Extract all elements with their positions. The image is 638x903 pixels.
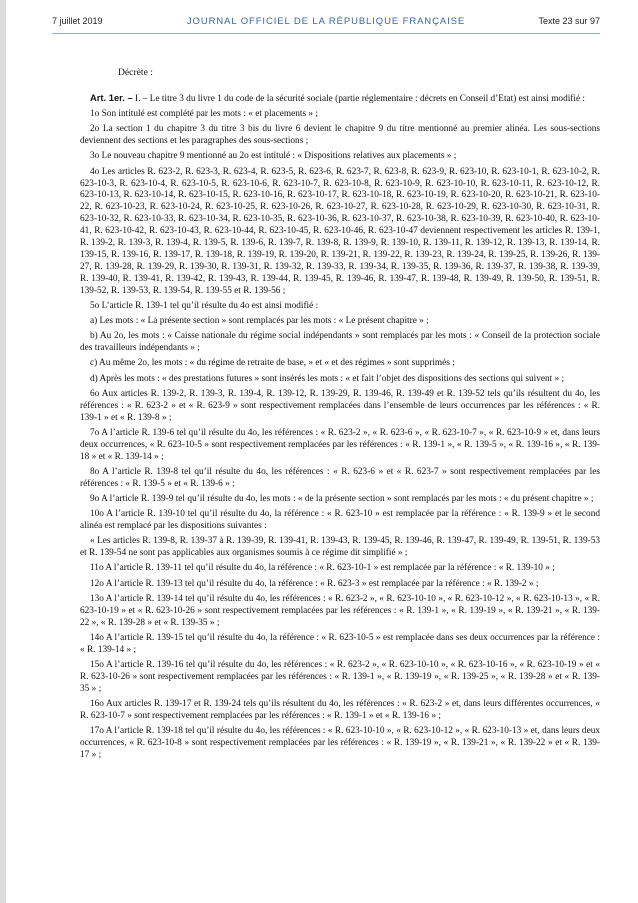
paragraph-11: 11o A l’article R. 139-11 tel qu’il résulte du 4o, la référence : « R. 623-10-1 » est remplacée par la référence : « R. 139-10 » ; bbox=[90, 563, 555, 574]
paragraph-8: 8o A l’article R. 139-8 tel qu’il résulte du 4o, les références : « R. 623-6 » et « R. 623-7 » sont respectivement remplacées par les références : « R. 139-5 » et « R. 139-6 » ; bbox=[80, 466, 600, 489]
article-intro-text: I. – Le titre 3 du livre 1 du code de la sécurité sociale (partie réglementaire : décrets en Conseil d’Etat) est ainsi modifié : bbox=[132, 93, 586, 104]
article-intro bbox=[80, 92, 600, 106]
paragraph-13: 13o A l’article R. 139-14 tel qu’il résulte du 4o, les références : « R. 623-2 », « R. 623-10-10 », « R. 623-10-12 », « R. 623-10-13 », « R. 623-10-19 » et « R. 623-10-26 » sont respectivement remplacées par les références : « R. 139-1 », « R. 139-19 », « R. 139-21 », « R. 139-22 », « R. 139-28 » et « R. 139-35 » ; bbox=[80, 593, 600, 628]
decrete-line: Décrète : bbox=[118, 67, 153, 78]
paragraph-9: 9o A l’article R. 139-9 tel qu’il résulte du 4o, les mots : « de la présente section » sont remplacés par les mots : « du présent chapitre » ; bbox=[90, 493, 594, 504]
paragraph-7: 7o A l’article R. 139-6 tel qu’il résulte du 4o, les références : « R. 623-2 », « R. 623-6 », « R. 623-10-7 », « R. 623-10-9 » et, dans leurs deux occurrences, « R. 623-10-5 » sont respectivement remplacées par les références : « R. 139-1 », « R. 139-5 », « R. 139-16 », « R. 139-18 » et « R. 139-14 » ; bbox=[80, 427, 600, 462]
paragraph-3: 3o Le nouveau chapitre 9 mentionné au 2o est intitulé : « Dispositions relatives aux placements » ; bbox=[90, 151, 457, 162]
header-date: 7 juillet 2019 bbox=[52, 16, 103, 26]
paragraph-5a: a) Les mots : « La présente section » sont remplacés par les mots : « Le présent chapitre » ; bbox=[90, 316, 429, 327]
paragraph-15: 15o A l’article R. 139-16 tel qu’il résulte du 4o, les références : « R. 623-2 », « R. 623-10-10 », « R. 623-10-16 », « R. 623-10-19 » et « R. 623-10-26 » sont respectivement remplacées par les références : « R. 139-1 », « R. 139-19 », « R. 139-25 », « R. 139-28 » et « R. 139-35 » ; bbox=[80, 659, 600, 694]
journal-title: JOURNAL OFFICIEL DE LA RÉPUBLIQUE FRANÇAISE bbox=[186, 16, 466, 27]
paragraph-6: 6o Aux articles R. 139-2, R. 139-3, R. 139-4, R. 139-12, R. 139-29, R. 139-46, R. 139-49 et R. 139-52 tels qu’ils résultent du 4o, les références : « R. 623-2 » et « R. 623-9 » sont respectivement remplacées dans l’ensemble de leurs occurrences par les références : « R. 139-1 » et « R. 139-8 » ; bbox=[80, 388, 600, 423]
paragraph-10: 10o A l’article R. 139-10 tel qu’il résulte du 4o, la référence : « R. 623-10 » est remplacée par la référence : « R. 139-9 » et le second alinéa est remplacé par les dispositions suivantes : bbox=[80, 509, 600, 532]
article-body bbox=[80, 67, 600, 765]
paragraph-5d: d) Après les mots : « des prestations futures » sont insérés les mots : « et fait l’objet des dispositions des sections qui suivent » ; bbox=[90, 373, 565, 384]
header-divider bbox=[52, 33, 600, 34]
paragraph-14: 14o A l’article R. 139-15 tel qu’il résulte du 4o, la référence : « R. 623-10-5 » est remplacée dans ses deux occurrences par la référence : « R. 139-14 » ; bbox=[80, 632, 600, 655]
paragraph-1: 1o Son intitulé est complété par les mots : « et placements » ; bbox=[90, 109, 318, 120]
paragraph-16: 16o Aux articles R. 139-17 et R. 139-24 tels qu’ils résultent du 4o, les références : « R. 623-2 » et, dans leurs différentes occurrences, « R. 623-10-7 » sont respectivement remplacées par les références : « R. 139-1 » et « R. 139-16 » ; bbox=[80, 698, 600, 721]
paragraph-12: 12o A l’article R. 139-13 tel qu’il résulte du 4o, la référence : « R. 623-3 » est remplacée par la référence : « R. 139-2 » ; bbox=[90, 578, 539, 589]
text-number: Texte 23 sur 97 bbox=[538, 16, 600, 26]
page-header bbox=[52, 16, 600, 32]
paragraph-5c: c) Au même 2o, les mots : « du régime de retraite de base, » et « et des régimes » sont supprimés ; bbox=[90, 358, 455, 369]
paragraph-4: 4o Les articles R. 623-2, R. 623-3, R. 623-4, R. 623-5, R. 623-6, R. 623-7, R. 623-8, R. 623-9, R. 623-10, R. 623-10-1, R. 623-10-2, R. 623-10-3, R. 623-10-4, R. 623-10-5, R. 623-10-6, R. 623-10-7, R. 623-10-8, R. 623-10-9, R. 623-10-10, R. 623-10-11, R. 623-10-12, R. 623-10-13, R. 623-10-14, R. 623-10-15, R. 623-10-16, R. 623-10-17, R. 623-10-18, R. 623-10-19, R. 623-10-20, R. 623-10-21, R. 623-10-22, R. 623-10-23, R. 623-10-24, R. 623-10-25, R. 623-10-26, R. 623-10-27, R. 623-10-28, R. 623-10-29, R. 623-10-30, R. 623-10-31, R. 623-10-32, R. 623-10-33, R. 623-10-34, R. 623-10-35, R. 623-10-36, R. 623-10-37, R. 623-10-38, R. 623-10-39, R. 623-10-40, R. 623-10-41, R. 623-10-42, R. 623-10-43, R. 623-10-44, R. 623-10-45, R. 623-10-46, R. 623-10-47 deviennent respectivement les articles R. 139-1, R. 139-2, R. 139-3, R. 139-4, R. 139-5, R. 139-6, R. 139-7, R. 139-8, R. 139-9, R. 139-10, R. 139-11, R. 139-12, R. 139-13, R. 139-14, R. 139-15, R. 139-16, R. 139-17, R. 139-18, R. 139-19, R. 139-20, R. 139-21, R. 139-22, R. 139-23, R. 139-24, R. 139-25, R. 139-26, R. 139-27, R. 139-28, R. 139-29, R. 139-30, R. 139-31, R. 139-32, R. 139-33, R. 139-34, R. 139-35, R. 139-36, R. 139-37, R. 139-38, R. 139-39, R. 139-40, R. 139-41, R. 139-42, R. 139-43, R. 139-44, R. 139-45, R. 139-46, R. 139-47, R. 139-48, R. 139-49, R. 139-50, R. 139-51, R. 139-52, R. 139-53, R. 139-54, R. 139-55 et R. 139-56 ; bbox=[80, 166, 600, 296]
article-label: Art. 1er. – bbox=[90, 91, 133, 103]
page-left-edge bbox=[0, 0, 6, 903]
paragraph-2: 2o La section 1 du chapitre 3 du titre 3 bis du livre 6 devient le chapitre 9 du titre mentionné au premier alinéa. Les sous-sections deviennent des sections et les paragraphes des sous-sections ; bbox=[80, 124, 600, 147]
paragraph-17: 17o A l’article R. 139-18 tel qu’il résulte du 4o, les références : « R. 623-10-10 », « R. 623-10-12 », « R. 623-10-13 » et, dans leurs deux occurrences, « R. 623-10-8 » sont respectivement remplacées par les références : « R. 139-19 », « R. 139-21 », « R. 139-22 » et « R. 139-17 » ; bbox=[80, 726, 600, 760]
paragraph-5b: b) Au 2o, les mots : « Caisse nationale du régime social indépendants » sont remplacés par les mots : « Conseil de la protection sociale des travailleurs indépendants » ; bbox=[80, 331, 600, 354]
paragraph-10-quote: « Les articles R. 139-8, R. 139-37 à R. 139-39, R. 139-41, R. 139-43, R. 139-45, R. 139-46, R. 139-47, R. 139-49, R. 139-51, R. 139-53 et R. 139-54 ne sont pas applicables aux organismes soumis à ce régime dit simplifié » ; bbox=[80, 536, 600, 559]
paragraph-5: 5o L’article R. 139-1 tel qu’il résulte du 4o est ainsi modifié : bbox=[90, 300, 319, 311]
